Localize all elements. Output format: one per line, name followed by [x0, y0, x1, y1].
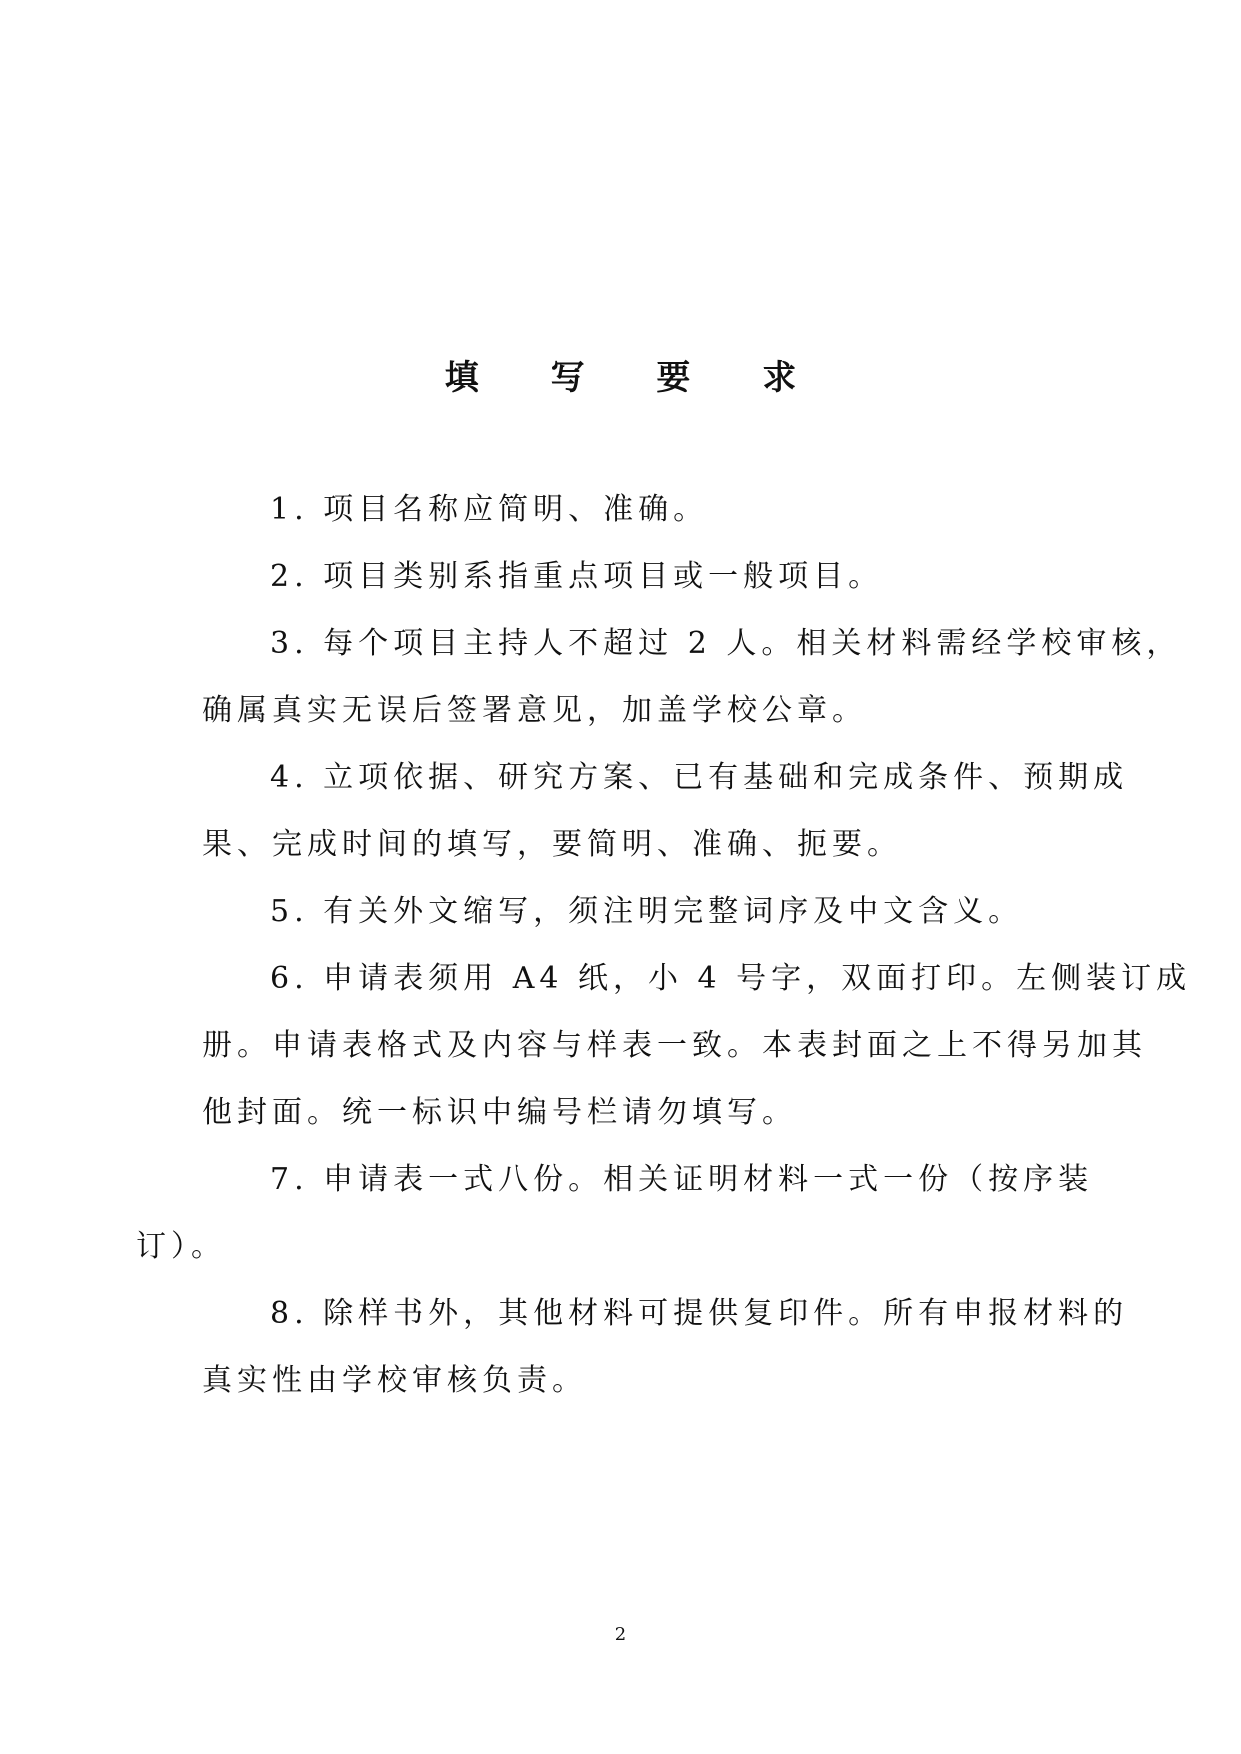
page-title: 填 写 要 求 [444, 358, 827, 398]
requirement-line: 8. 除样书外，其他材料可提供复印件。所有申报材料的 [270, 1296, 1129, 1331]
requirement-line: 1. 项目名称应简明、准确。 [270, 492, 709, 527]
requirement-line: 3. 每个项目主持人不超过 2 人。相关材料需经学校审核， [270, 626, 1182, 661]
page-number: 2 [614, 1624, 627, 1645]
requirement-line: 2. 项目类别系指重点项目或一般项目。 [270, 559, 884, 594]
requirement-line: 订）。 [136, 1229, 226, 1264]
requirement-line: 册。申请表格式及内容与样表一致。本表封面之上不得另加其 [202, 1028, 1147, 1063]
requirement-line: 确属真实无误后签署意见，加盖学校公章。 [202, 693, 867, 728]
requirement-line: 4. 立项依据、研究方案、已有基础和完成条件、预期成 [270, 760, 1129, 795]
requirement-line: 7. 申请表一式八份。相关证明材料一式一份（按序装 [270, 1162, 1094, 1197]
requirement-line: 果、完成时间的填写，要简明、准确、扼要。 [202, 827, 902, 862]
requirement-line: 真实性由学校审核负责。 [202, 1363, 587, 1398]
requirement-line: 6. 申请表须用 A4 纸，小 4 号字，双面打印。左侧装订成 [270, 961, 1192, 996]
requirement-line: 5. 有关外文缩写，须注明完整词序及中文含义。 [270, 894, 1024, 929]
requirement-line: 他封面。统一标识中编号栏请勿填写。 [202, 1095, 797, 1130]
